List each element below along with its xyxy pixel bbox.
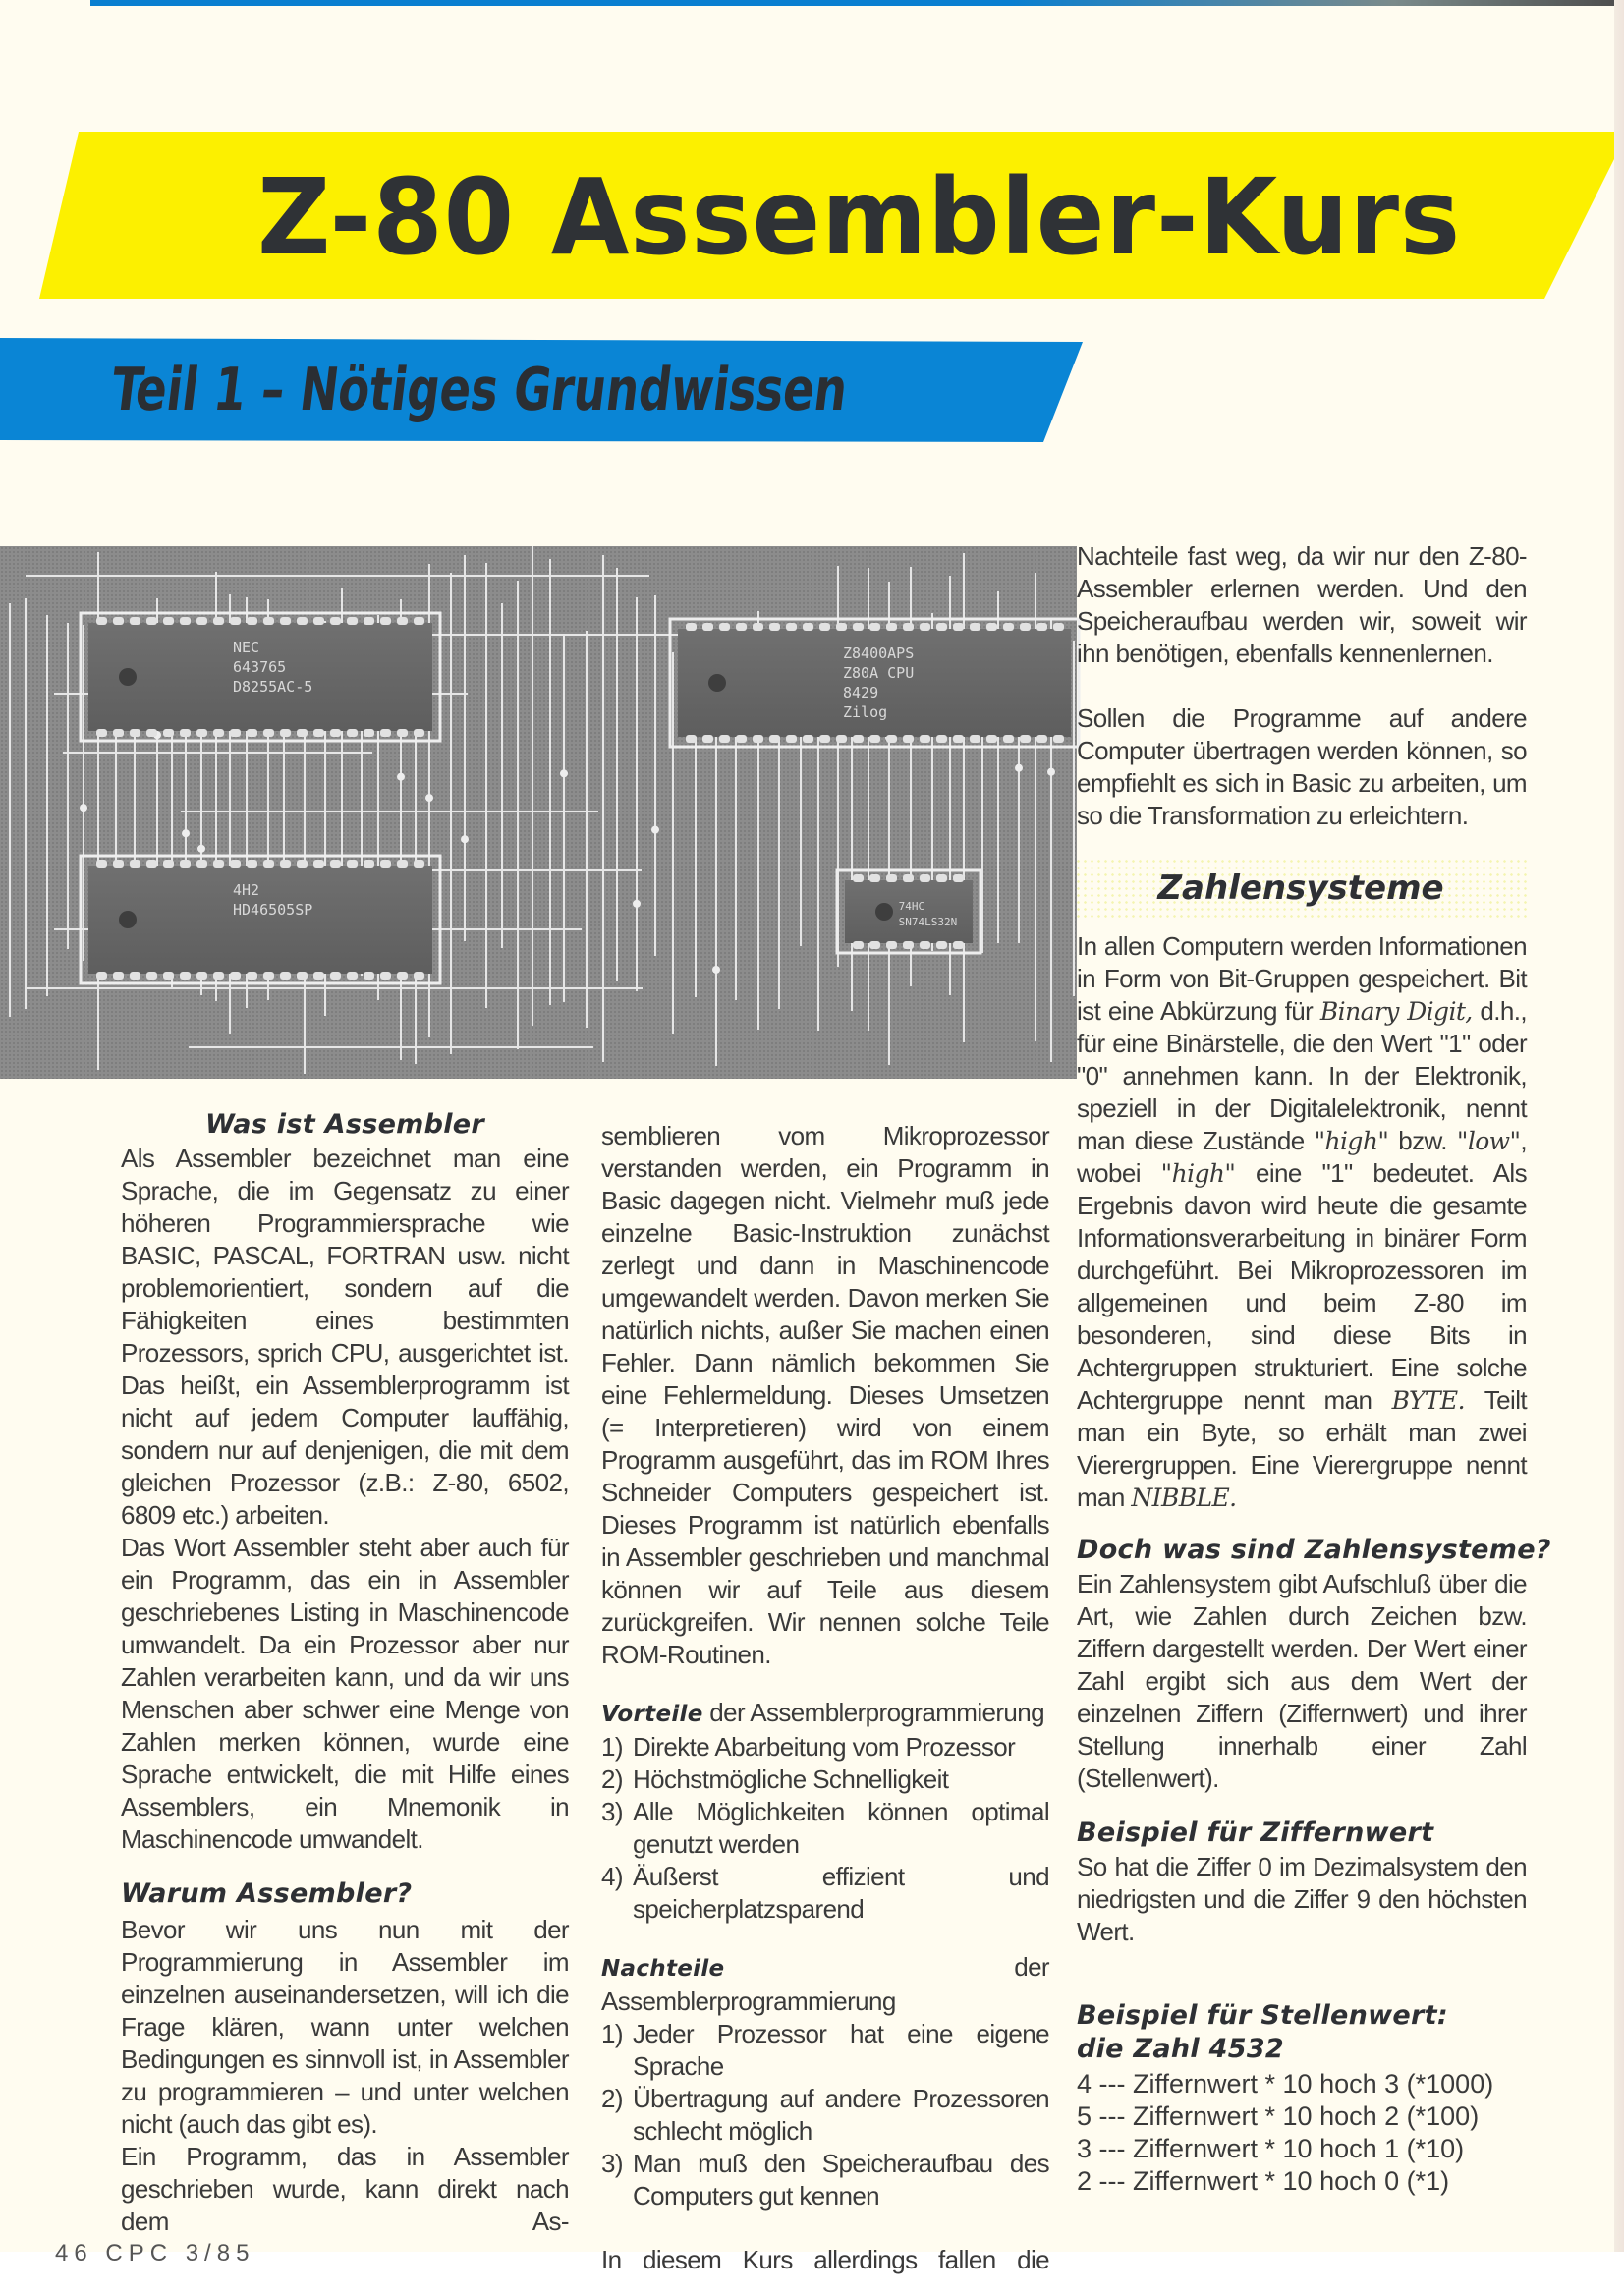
chip-pin <box>1053 735 1064 743</box>
chip-pin <box>786 623 797 631</box>
chip-pin <box>196 729 207 737</box>
heading-beispiel-stellenwert: Beispiel für Stellenwert: <box>1077 2000 1448 2031</box>
list-number: 2) <box>601 2084 623 2113</box>
chip-pin <box>970 735 980 743</box>
list-number: 1) <box>601 1732 623 1762</box>
chip-pin <box>769 623 780 631</box>
chip-pin <box>414 617 424 625</box>
chip-pin <box>803 735 813 743</box>
chip-pin <box>297 729 308 737</box>
chip-pin <box>819 735 830 743</box>
chip-pin <box>920 623 930 631</box>
heading-die-zahl-4532: die Zahl 4532 <box>1077 2034 1285 2064</box>
chip-pin <box>1003 623 1014 631</box>
list-item <box>601 1731 1049 1764</box>
chip-pin <box>719 735 730 743</box>
chip-pin <box>230 972 241 980</box>
nachteile-list <box>601 2018 1049 2212</box>
chip-pin <box>263 860 274 868</box>
chip-pin <box>230 729 241 737</box>
vorteile-rest: der Assemblerprogrammierung <box>702 1698 1044 1727</box>
chip-pin <box>414 860 424 868</box>
chip-pin <box>819 623 830 631</box>
term-high: "high" <box>1160 1159 1236 1188</box>
list-text: Übertragung auf andere Prozessoren schlecht möglich <box>633 2084 1049 2146</box>
chip-pin <box>364 729 374 737</box>
chip-pin <box>414 729 424 737</box>
chip-pin <box>213 860 224 868</box>
stellenwert-line: 4 --- Ziffernwert * 10 hoch 3 (*1000) <box>1077 2069 1494 2099</box>
chip-pin <box>1020 623 1031 631</box>
chip-pin <box>280 617 291 625</box>
chip-pin <box>414 972 424 980</box>
chip-pin <box>113 729 124 737</box>
chip-label: 4H2 <box>233 881 260 899</box>
chip-pin <box>163 972 174 980</box>
chip-pin <box>364 972 374 980</box>
chip-pin <box>213 972 224 980</box>
chip-pin <box>953 623 964 631</box>
chip-pin <box>886 941 897 949</box>
vorteile-label: Vorteile <box>601 1702 703 1727</box>
chip-pin <box>803 623 813 631</box>
chip-pin <box>247 972 257 980</box>
chip-pin <box>853 623 864 631</box>
chip-pin <box>953 941 964 949</box>
chip-pin <box>247 860 257 868</box>
paragraph: Ein Programm, das in Assembler geschrieben wurde, kann direkt nach dem As- <box>121 2142 569 2236</box>
chip-pin <box>736 623 747 631</box>
pcb-via <box>397 773 405 781</box>
list-number: 3) <box>601 1797 623 1826</box>
chip-pin <box>886 874 897 882</box>
paragraph: Sollen die Programme auf andere Computer übertragen werden können, so empfiehlt es sich in Basic zu arbeiten, um so die Transformation zu erleichtern. <box>1077 703 1527 830</box>
chip-label: Zilog <box>843 703 888 721</box>
chip-pin <box>869 623 880 631</box>
chip-pin <box>953 874 964 882</box>
chip-dot <box>119 911 137 928</box>
list-number: 3) <box>601 2149 623 2178</box>
nachteile-heading <box>601 1951 1049 2018</box>
chip-dot <box>875 903 893 921</box>
chip-pin <box>936 623 947 631</box>
chip-label: NEC <box>233 639 260 656</box>
heading-was-ist-assembler: Was ist Assembler <box>204 1109 485 1140</box>
chip-pin <box>96 860 107 868</box>
chip-pin <box>920 735 930 743</box>
chip-pin <box>364 860 374 868</box>
page-edge <box>1614 0 1624 2252</box>
chip-pin <box>130 972 140 980</box>
chip-pin <box>853 735 864 743</box>
heading-warum-assembler: Warum Assembler? <box>121 1878 413 1909</box>
pcb-via <box>425 794 433 802</box>
pcb-via <box>80 804 87 812</box>
list-text: Direkte Abarbeitung vom Prozessor <box>633 1732 1016 1762</box>
chip-pin <box>769 735 780 743</box>
vorteile-list <box>601 1731 1049 1926</box>
pcb-via <box>182 829 190 837</box>
chip-pin <box>1020 735 1031 743</box>
chip-pin <box>230 860 241 868</box>
chip-pin <box>853 941 864 949</box>
chip-pin <box>230 617 241 625</box>
chip-pin <box>380 729 391 737</box>
list-text: Man muß den Speicheraufbau des Computers gut kennen <box>633 2149 1049 2211</box>
chip-pin <box>903 874 914 882</box>
pcb-via <box>1015 764 1023 772</box>
stellenwert-line: 5 --- Ziffernwert * 10 hoch 2 (*100) <box>1077 2101 1480 2131</box>
chip-pin <box>263 617 274 625</box>
chip-pin <box>397 617 408 625</box>
chip-pin <box>163 860 174 868</box>
chip-pin <box>936 735 947 743</box>
chip-pin <box>96 617 107 625</box>
list-text: Äußerst effizient und speicherplatzsparend <box>633 1862 1049 1924</box>
chip-pin <box>247 617 257 625</box>
chip-pin <box>397 972 408 980</box>
chip-pin <box>397 729 408 737</box>
chip-pin <box>196 860 207 868</box>
chip-pin <box>1036 623 1047 631</box>
chip-pin <box>347 729 358 737</box>
paragraph: Bevor wir uns nun mit der Programmierung in Assembler im einzelnen auseinandersetzen, will ich die Frage klären, wann unter welchen Bedingungen es sinnvoll ist, in Assembler zu programmieren – und unter welchen nicht (auch das gibt es). <box>121 1915 569 2139</box>
chip-pin <box>130 729 140 737</box>
nachteile-rest: der Assemblerprogrammierung <box>601 1952 1049 2016</box>
chip-pin <box>313 972 324 980</box>
chip-pin <box>146 860 157 868</box>
chip-pin <box>280 729 291 737</box>
chip-pin <box>836 735 847 743</box>
chip-pin <box>920 874 930 882</box>
stellenwert-line: 3 --- Ziffernwert * 10 hoch 1 (*10) <box>1077 2134 1465 2163</box>
paragraph: Ein Zahlensystem gibt Aufschluß über die Art, wie Zahlen durch Zeichen bzw. Ziffern dargestellt werden. Der Wert einer Zahl ergibt sich aus dem Wert der einzelnen Ziffern (Ziffernwert) und ihrer Stellung innerhalb einer Zahl (Stellenwert). <box>1077 1569 1527 1793</box>
chip-pin <box>297 972 308 980</box>
chip-pin <box>753 735 763 743</box>
pcb-via <box>1047 768 1055 776</box>
chip-pin <box>753 623 763 631</box>
term-high: "high" <box>1314 1127 1389 1155</box>
chip-body <box>88 623 432 731</box>
chip-pin <box>96 972 107 980</box>
paragraph: Als Assembler bezeichnet man eine Sprache, die im Gegensatz zu einer höheren Programmiersprache wie BASIC, PASCAL, FORTRAN usw. nicht problemorientiert, sondern auf die Fähigkeiten eines bestimmten Prozessors, sprich CPU, ausgerichtet ist. Das heißt, ein Assemblerprogramm ist nicht auf jedem Computer lauffähig, sondern nur auf denjenigen, die mit dem gleichen Prozessor (z.B.: Z-80, 6502, 6809 etc.) arbeiten. <box>121 1144 569 1530</box>
chip-pin <box>702 735 713 743</box>
chip-pin <box>719 623 730 631</box>
list-number: 4) <box>601 1862 623 1891</box>
list-item <box>601 2148 1049 2212</box>
column-3 <box>1077 540 1551 2198</box>
list-item <box>601 2018 1049 2083</box>
chip-pin <box>263 972 274 980</box>
chip-label: Z80A CPU <box>843 664 915 682</box>
list-number: 2) <box>601 1764 623 1794</box>
chip-pin <box>113 860 124 868</box>
chip-pin <box>330 617 341 625</box>
chip-pin <box>364 617 374 625</box>
chip-pin <box>970 623 980 631</box>
chip-pin <box>196 617 207 625</box>
chip-body <box>88 866 432 974</box>
chip-pin <box>702 623 713 631</box>
chip-pin <box>397 860 408 868</box>
chip-pin <box>686 735 697 743</box>
chip-pin <box>146 972 157 980</box>
list-text: Alle Möglichkeiten können optimal genutzt werden <box>633 1797 1049 1859</box>
chip-pin <box>180 617 191 625</box>
paragraph: In diesem Kurs allerdings fallen die <box>601 2245 1049 2274</box>
chip-label: 74HC <box>898 900 925 913</box>
column-2 <box>601 1120 1049 2276</box>
chip-pin <box>686 623 697 631</box>
chip-pin <box>920 941 930 949</box>
text-run: d.h., für eine Binärstelle, die den Wert "1" oder "0" annehmen kann. In der Elektronik, speziell in der Digitalelektronik, nennt man diese Zustände <box>1077 996 1527 1155</box>
term-byte: BYTE. <box>1391 1386 1465 1415</box>
chip-pin <box>96 729 107 737</box>
chip-pin <box>330 729 341 737</box>
paragraph: Nachteile fast weg, da wir nur den Z-80-Assembler erlernen werden. Und den Speicheraufbau werden wir, soweit wir ihn benötigen, ebenfalls kennenlernen. <box>1077 541 1527 668</box>
chip-pin <box>936 941 947 949</box>
paragraph: semblieren vom Mikroprozessor verstanden werden, ein Programm in Basic dagegen nicht. Vielmehr muß jede einzelne Basic-Instruktion zunächst zerlegt und dann in Maschinencode umgewandelt werden. Davon merken Sie natürlich nichts, außer Sie machen einen Fehler. Dann nämlich bekommen Sie eine Fehlermeldung. Dieses Umsetzen (= Interpretieren) wird von einem Programm ausgeführt, das im ROM Ihres Schneider Computers gespeichert ist. Dieses Programm ist natürlich ebenfalls in Assembler geschrieben und manchmal können wir auf Teile aus diesem zurückgreifen. Wir nennen solche Teile ROM-Routinen. <box>601 1121 1049 1669</box>
chip-pin <box>986 735 997 743</box>
circuit-board-photo <box>0 546 1077 1079</box>
pcb-via <box>712 966 720 974</box>
list-item <box>601 1861 1049 1926</box>
list-text: Höchstmögliche Schnelligkeit <box>633 1764 949 1794</box>
chip-pin <box>736 735 747 743</box>
chip-label: 8429 <box>843 684 879 701</box>
chip-pin <box>180 860 191 868</box>
chip-pin <box>113 972 124 980</box>
list-item <box>601 1796 1049 1861</box>
chip-pin <box>347 617 358 625</box>
page-footer: 46 CPC 3/85 <box>55 2240 255 2267</box>
term-low: "low" <box>1456 1127 1521 1155</box>
chip-dot <box>119 668 137 686</box>
chip-pin <box>347 972 358 980</box>
chip-pin <box>903 735 914 743</box>
list-number: 1) <box>601 2019 623 2048</box>
chip-pin <box>903 941 914 949</box>
chip-pin <box>113 617 124 625</box>
chip-pin <box>163 729 174 737</box>
chip-label: SN74LS32N <box>898 916 958 928</box>
chip-pin <box>380 617 391 625</box>
chip-pin <box>297 617 308 625</box>
text-run: eine "1" bedeutet. Als Ergebnis davon wird heute die gesamte Informationsverarbeitung in binärer Form durchgeführt. Bei Mikroprozessoren im allgemeinen und beim Z-80 im besonderen, sind diese Bits in Achtergruppen strukturiert. Eine solche Achtergruppe nennt man <box>1077 1158 1527 1415</box>
heading-zahlensysteme: Zahlensysteme <box>1157 868 1444 908</box>
heading-beispiel-ziffernwert: Beispiel für Ziffernwert <box>1077 1818 1434 1848</box>
chip-pin <box>853 874 864 882</box>
chip-pin <box>786 735 797 743</box>
chip-pin <box>196 972 207 980</box>
chip-pin <box>936 874 947 882</box>
text-run: bzw. <box>1388 1126 1457 1155</box>
heading-doch-was-sind-zahlensysteme: Doch was sind Zahlensysteme? <box>1077 1535 1551 1565</box>
list-text: Jeder Prozessor hat eine eigene Sprache <box>633 2019 1049 2081</box>
chip-pin <box>886 735 897 743</box>
chip-pin <box>146 729 157 737</box>
chip-pin <box>280 972 291 980</box>
stellenwert-lines <box>1077 2068 1527 2198</box>
chip-label: D8255AC-5 <box>233 678 313 696</box>
chip-pin <box>313 729 324 737</box>
chip-pin <box>297 860 308 868</box>
term-binary-digit: Binary Digit, <box>1319 997 1473 1026</box>
chip-pin <box>869 941 880 949</box>
chip-pin <box>886 623 897 631</box>
article-subtitle: Teil 1 – Nötiges Grundwissen <box>107 356 852 424</box>
chip-pin <box>213 617 224 625</box>
pcb-via <box>461 835 469 843</box>
chip-pin <box>380 860 391 868</box>
column-1 <box>121 1108 569 2238</box>
stellenwert-line: 2 --- Ziffernwert * 10 hoch 0 (*1) <box>1077 2166 1450 2196</box>
pcb-via <box>560 769 568 777</box>
chip-pin <box>903 623 914 631</box>
vorteile-heading <box>601 1697 1049 1731</box>
chip-pin <box>330 860 341 868</box>
pcb-via <box>651 826 659 834</box>
chip-dot <box>708 674 726 692</box>
chip-pin <box>953 735 964 743</box>
chip-label: Z8400APS <box>843 644 915 662</box>
chip-pin <box>1036 735 1047 743</box>
list-item <box>601 2083 1049 2148</box>
chip-pin <box>247 729 257 737</box>
list-item <box>601 1764 1049 1796</box>
chip-pin <box>313 617 324 625</box>
text-run: Teilt man ein Byte, so erhält man zwei Vierergruppen. Eine Vierergruppe nennt man <box>1077 1385 1527 1512</box>
text-run: , wobei <box>1077 1126 1527 1188</box>
zahlensysteme-heading-box <box>1075 858 1527 919</box>
paragraph: Das Wort Assembler steht aber auch für ein Programm, das ein in Assembler geschriebenes Listing in Maschinencode umwandelt. Da ein Prozessor aber nur Zahlen verarbeiten kann, und da wir uns Menschen aber schwer eine Menge von Zahlen merken können, wurde eine Sprache entwickelt, die mit Hilfe eines Assemblers, ein Mnemonik in Maschinencode umwandelt. <box>121 1533 569 1854</box>
chip-pin <box>146 617 157 625</box>
chip-pin <box>280 860 291 868</box>
chip-pin <box>1053 623 1064 631</box>
pcb-via <box>197 845 205 853</box>
chip-pin <box>869 874 880 882</box>
chip-pin <box>180 972 191 980</box>
chip-pin <box>130 617 140 625</box>
chip-pin <box>163 617 174 625</box>
nachteile-label: Nachteile <box>601 1956 725 1982</box>
chip-pin <box>313 860 324 868</box>
chip-pin <box>380 972 391 980</box>
chip-label: 643765 <box>233 658 287 676</box>
chip-pin <box>263 729 274 737</box>
chip-pin <box>1003 735 1014 743</box>
chip-pin <box>130 860 140 868</box>
chip-pin <box>347 860 358 868</box>
chip-label: HD46505SP <box>233 901 313 919</box>
term-nibble: NIBBLE. <box>1131 1484 1237 1512</box>
article-title: Z-80 Assembler-Kurs <box>257 157 1462 279</box>
pcb-via <box>633 900 641 908</box>
paragraph: So hat die Ziffer 0 im Dezimalsystem den niedrigsten und die Ziffer 9 den höchsten Wert. <box>1077 1852 1527 1946</box>
chip-pin <box>986 623 997 631</box>
paragraph-zahlensysteme <box>1077 930 1527 1514</box>
text-run: In allen Computern werden Informationen in Form von Bit-Gruppen gespeichert. Bit ist eine Abkürzung für <box>1077 931 1527 1026</box>
chip-pin <box>869 735 880 743</box>
chip-pin <box>213 729 224 737</box>
chip-pin <box>180 729 191 737</box>
chip-pin <box>330 972 341 980</box>
chip-pin <box>836 623 847 631</box>
circuit-board-illustration <box>0 546 1077 1079</box>
